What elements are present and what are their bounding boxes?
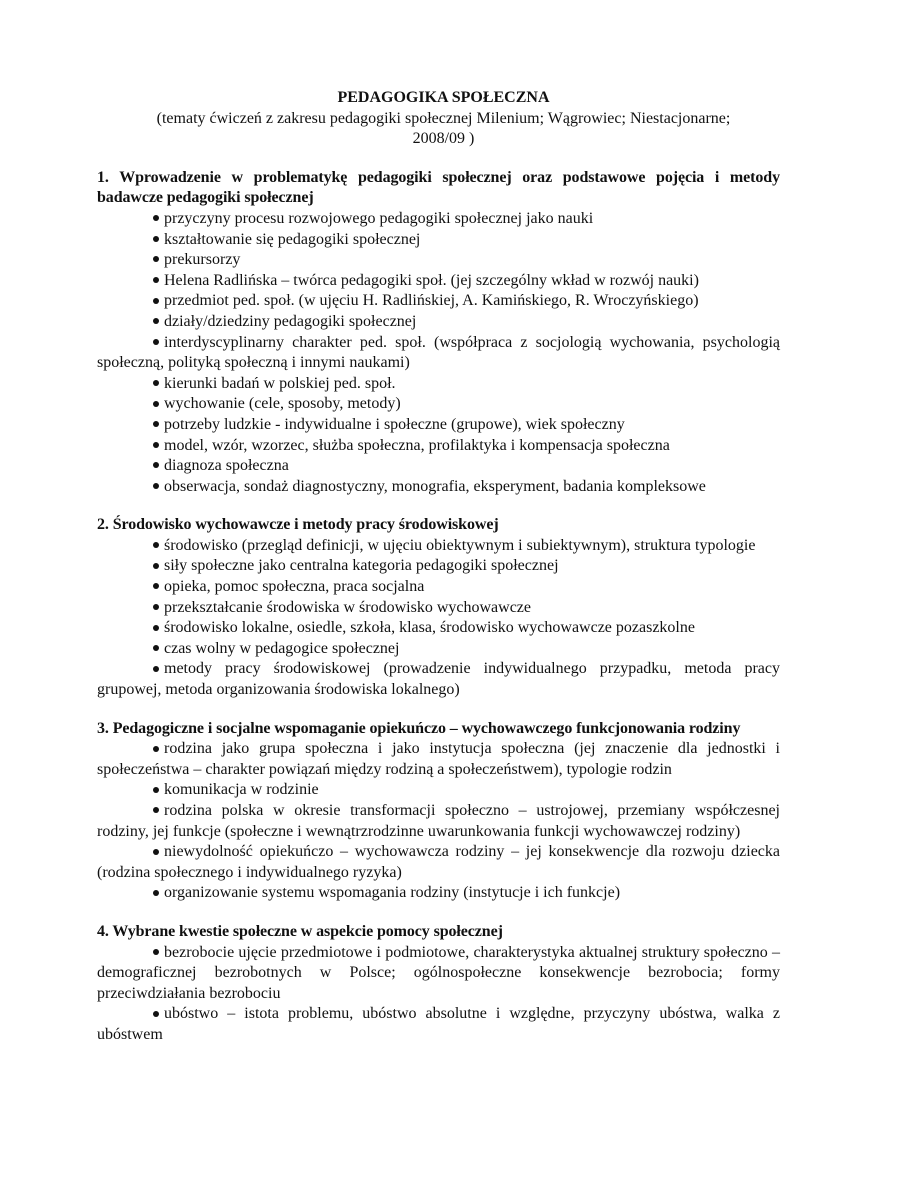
list-item-text: niewydolność opiekuńczo – wychowawcza rodziny – jej konsekwencje dla rozwoju dziecka (rodzina społecznego i indywidualnego ryzyka) (97, 843, 780, 881)
list-item-text: rodzina jako grupa społeczna i jako instytucja społeczna (jej znaczenie dla jednostki i społeczeństwa – charakter powiązań między rodziną a społeczeństwem), typologie rodzin (97, 740, 780, 778)
list-item (97, 801, 780, 842)
section-heading: 1. Wprowadzenie w problematykę pedagogiki społecznej oraz podstawowe pojęcia i metody badawcze pedagogiki społecznej (97, 168, 780, 207)
bullet-icon (153, 483, 159, 489)
bullet-icon (153, 583, 159, 589)
bullet-icon (153, 401, 159, 407)
section-2 (97, 515, 780, 700)
section-heading: 3. Pedagogiczne i socjalne wspomaganie opiekuńczo – wychowawczego funkcjonowania rodziny (97, 719, 741, 737)
list-item (97, 415, 780, 436)
list-item-text: kształtowanie się pedagogiki społecznej (164, 230, 421, 248)
list-item-text: przedmiot ped. społ. (w ujęciu H. Radlińskiej, A. Kamińskiego, R. Wroczyńskiego) (164, 292, 699, 310)
bullet-icon (153, 277, 159, 283)
list-item (97, 271, 780, 292)
list-item-text: Helena Radlińska – twórca pedagogiki społ. (jej szczególny wkład w rozwój nauki) (164, 271, 699, 289)
list-item (97, 333, 780, 374)
list-item-text: czas wolny w pedagogice społecznej (164, 639, 400, 657)
list-item (97, 250, 780, 271)
list-item (97, 577, 780, 598)
bullet-icon (153, 318, 159, 324)
bullet-icon (153, 949, 159, 955)
topic-list (97, 209, 780, 497)
list-item (97, 312, 780, 333)
subtitle-line-2: 2008/09 ) (412, 130, 475, 148)
list-item-text: przekształcanie środowiska w środowisko wychowawcze (164, 598, 531, 616)
subtitle-line-1: (tematy ćwiczeń z zakresu pedagogiki społecznej Milenium; Wągrowiec; Niestacjonarne; (156, 109, 731, 127)
bullet-icon (153, 746, 159, 752)
bullet-icon (153, 890, 159, 896)
bullet-icon (153, 236, 159, 242)
list-item (97, 374, 780, 395)
section-heading: 4. Wybrane kwestie społeczne w aspekcie pomocy społecznej (97, 922, 503, 940)
list-item-text: działy/dziedziny pedagogiki społecznej (164, 312, 417, 330)
list-item (97, 618, 780, 639)
list-item-text: obserwacja, sondaż diagnostyczny, monografia, eksperyment, badania kompleksowe (164, 477, 706, 495)
list-item-text: przyczyny procesu rozwojowego pedagogiki społecznej jako nauki (164, 209, 594, 227)
list-item (97, 639, 780, 660)
bullet-icon (153, 215, 159, 221)
topic-list (97, 739, 780, 904)
list-item-text: rodzina polska w okresie transformacji społeczno – ustrojowej, przemiany współczesnej rodziny, jej funkcje (społeczne i wewnątrzrodzinne uwarunkowania funkcji wychowawczej rodziny) (97, 802, 780, 840)
bullet-icon (153, 462, 159, 468)
sections-container (97, 168, 780, 1046)
list-item (97, 291, 780, 312)
section-4 (97, 922, 780, 1046)
bullet-icon (153, 645, 159, 651)
list-item (97, 780, 780, 801)
document-subtitle (97, 109, 780, 150)
list-item (97, 598, 780, 619)
list-item-text: diagnoza społeczna (164, 457, 289, 475)
list-item-text: opieka, pomoc społeczna, praca socjalna (164, 578, 425, 596)
bullet-icon (153, 542, 159, 548)
section-3 (97, 719, 780, 904)
list-item (97, 1004, 780, 1045)
topic-list (97, 943, 780, 1046)
list-item-text: ubóstwo – istota problemu, ubóstwo absolutne i względne, przyczyny ubóstwa, walka z ubóstwem (97, 1005, 780, 1043)
list-item-text: metody pracy środowiskowej (prowadzenie indywidualnego przypadku, metoda pracy grupowej, metoda organizowania środowiska lokalnego) (97, 660, 780, 699)
bullet-icon (153, 298, 159, 304)
bullet-icon (153, 339, 159, 345)
list-item (97, 394, 780, 415)
bullet-icon (153, 421, 159, 427)
bullet-icon (153, 604, 159, 610)
list-item-text: komunikacja w rodzinie (164, 781, 319, 799)
bullet-icon (153, 666, 159, 672)
bullet-icon (153, 849, 159, 855)
bullet-icon (153, 1011, 159, 1017)
list-item-text: interdyscyplinarny charakter ped. społ. (współpraca z socjologią wychowania, psychologią społeczną, polityką społeczną i innymi naukami) (97, 333, 780, 372)
bullet-icon (153, 807, 159, 813)
document-page (97, 88, 780, 1046)
section-heading: 2. Środowisko wychowawcze i metody pracy środowiskowej (97, 516, 499, 534)
bullet-icon (153, 563, 159, 569)
list-item (97, 842, 780, 883)
bullet-icon (153, 442, 159, 448)
bullet-icon (153, 625, 159, 631)
list-item (97, 209, 780, 230)
list-item (97, 943, 780, 1005)
list-item-text: model, wzór, wzorzec, służba społeczna, profilaktyka i kompensacja społeczna (164, 436, 670, 454)
bullet-icon (153, 256, 159, 262)
bullet-icon (153, 380, 159, 386)
list-item-text: wychowanie (cele, sposoby, metody) (164, 395, 401, 413)
list-item-text: bezrobocie ujęcie przedmiotowe i podmiotowe, charakterystyka aktualnej struktury społeczno – demograficznej bezrobotnych w Polsce; ogólnospołeczne konsekwencje bezrobocia; formy przeciwdziałania bezrobociu (97, 943, 780, 1002)
list-item (97, 436, 780, 457)
document-title: PEDAGOGIKA SPOŁECZNA (337, 89, 550, 106)
list-item (97, 659, 780, 700)
list-item-text: środowisko lokalne, osiedle, szkoła, klasa, środowisko wychowawcze pozaszkolne (164, 619, 695, 637)
list-item-text: siły społeczne jako centralna kategoria pedagogiki społecznej (164, 557, 559, 575)
list-item-text: prekursorzy (164, 251, 241, 269)
bullet-icon (153, 787, 159, 793)
section-1 (97, 168, 780, 498)
list-item (97, 556, 780, 577)
topic-list (97, 536, 780, 701)
list-item-text: kierunki badań w polskiej ped. społ. (164, 374, 396, 392)
list-item (97, 477, 780, 498)
list-item (97, 230, 780, 251)
list-item (97, 739, 780, 780)
list-item-text: potrzeby ludzkie - indywidualne i społeczne (grupowe), wiek społeczny (164, 415, 625, 433)
list-item-text: środowisko (przegląd definicji, w ujęciu obiektywnym i subiektywnym), struktura typologie (164, 536, 756, 554)
list-item (97, 536, 780, 557)
list-item-text: organizowanie systemu wspomagania rodziny (instytucje i ich funkcje) (164, 884, 621, 902)
list-item (97, 883, 780, 904)
list-item (97, 456, 780, 477)
